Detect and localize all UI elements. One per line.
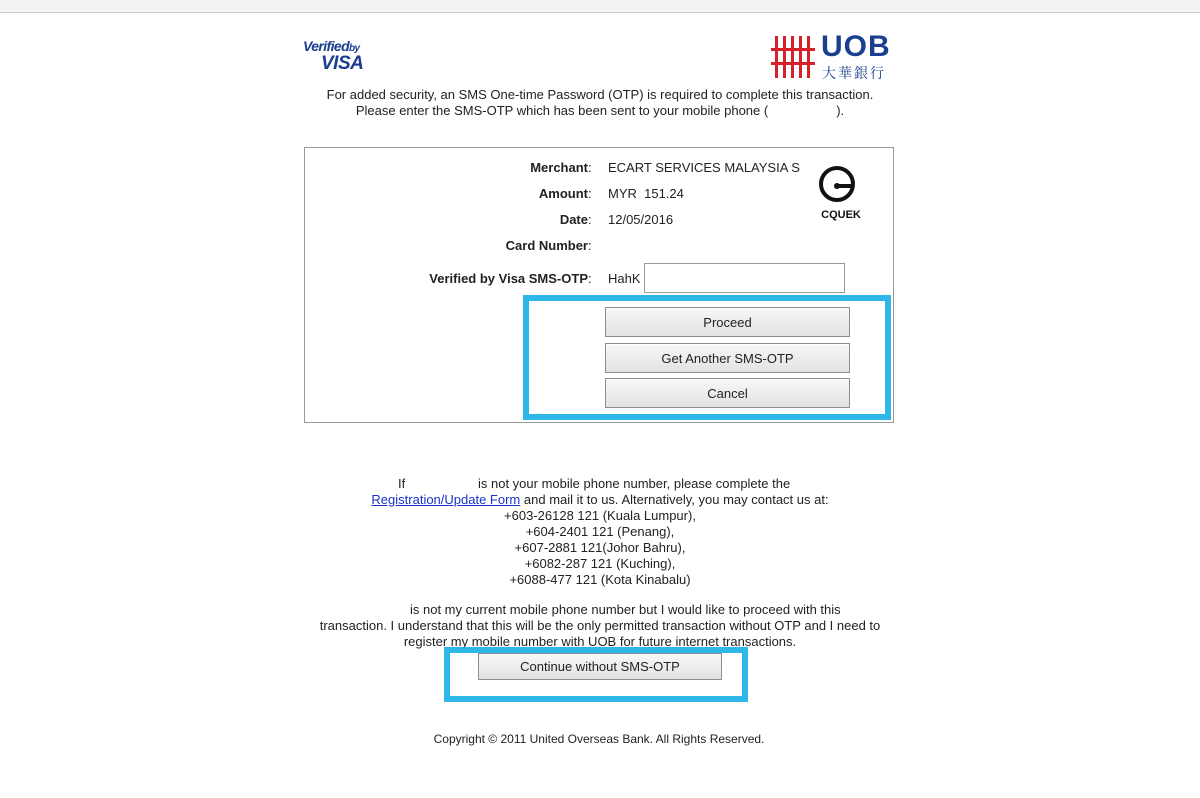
amount-label: Amount [538, 186, 588, 201]
phone-johor: +607-2881 121(Johor Bahru), [514, 540, 686, 555]
info-not-mobile: is not your mobile phone number, please complete the [478, 476, 791, 491]
proceed-button[interactable]: Proceed [605, 307, 850, 337]
otp-intro [298, 87, 902, 119]
verified-by-visa-logo [303, 38, 381, 74]
cancel-button[interactable]: Cancel [605, 378, 850, 408]
phone-penang: +604-2401 121 (Penang), [525, 524, 675, 539]
colon: : [588, 238, 592, 253]
colon: : [588, 186, 592, 201]
merchant-logo-text: CQUEK [821, 209, 861, 221]
proceed-disclaimer-2: transaction. I understand that this will be the only permitted transaction without OTP and I need to [319, 618, 881, 633]
visa-logo-text: VISA [321, 53, 364, 74]
phone-kl: +603-26128 121 (Kuala Lumpur), [504, 508, 696, 523]
date-label: Date [559, 212, 588, 227]
info-if: If [398, 476, 406, 491]
colon: : [588, 271, 592, 286]
copyright: Copyright © 2011 United Overseas Bank. All Rights Reserved. [433, 732, 765, 746]
uob-logo [771, 30, 895, 81]
uob-logo-text: UOB [821, 30, 891, 63]
colon: : [588, 160, 592, 175]
merchant-logo [817, 166, 867, 224]
info-form-line: Registration/Update Form and mail it to us. Alternatively, you may contact us at: [371, 492, 829, 507]
get-another-otp-button[interactable]: Get Another SMS-OTP [605, 343, 850, 373]
visa-logo-verified: Verified [303, 38, 350, 54]
proceed-disclaimer-3: register my mobile number with UOB for future internet transactions. [403, 634, 797, 649]
otp-input[interactable] [644, 263, 845, 293]
merchant-label: Merchant [530, 160, 588, 175]
continue-without-otp-button[interactable]: Continue without SMS-OTP [478, 653, 722, 680]
date-value: 12/05/2016 [608, 212, 674, 227]
registration-form-link[interactable]: Registration/Update Form [371, 492, 521, 507]
colon: : [588, 212, 592, 227]
cquek-logo-icon [819, 166, 855, 202]
phone-kota-kinabalu: +6088-477 121 (Kota Kinabalu) [509, 572, 691, 587]
amount-value: MYR 151.24 [608, 186, 684, 201]
uob-stripes-icon [771, 34, 817, 80]
proceed-disclaimer-1: is not my current mobile phone number but I would like to proceed with this [410, 602, 841, 617]
phone-kuching: +6082-287 121 (Kuching), [524, 556, 676, 571]
merchant-value: ECART SERVICES MALAYSIA S [608, 160, 800, 175]
otp-label: Verified by Visa SMS-OTP [429, 271, 588, 286]
otp-prefix: HahK [608, 271, 641, 286]
browser-top-bar [0, 0, 1200, 13]
card-number-label: Card Number [505, 238, 588, 253]
visa-logo-by: by [349, 43, 360, 54]
intro-line-2: Please enter the SMS-OTP which has been sent to your mobile phone ( ). [355, 103, 845, 118]
intro-line-1: For added security, an SMS One-time Password (OTP) is required to complete this transaction. [326, 87, 874, 102]
uob-logo-chinese: 大華銀行 [822, 65, 886, 81]
